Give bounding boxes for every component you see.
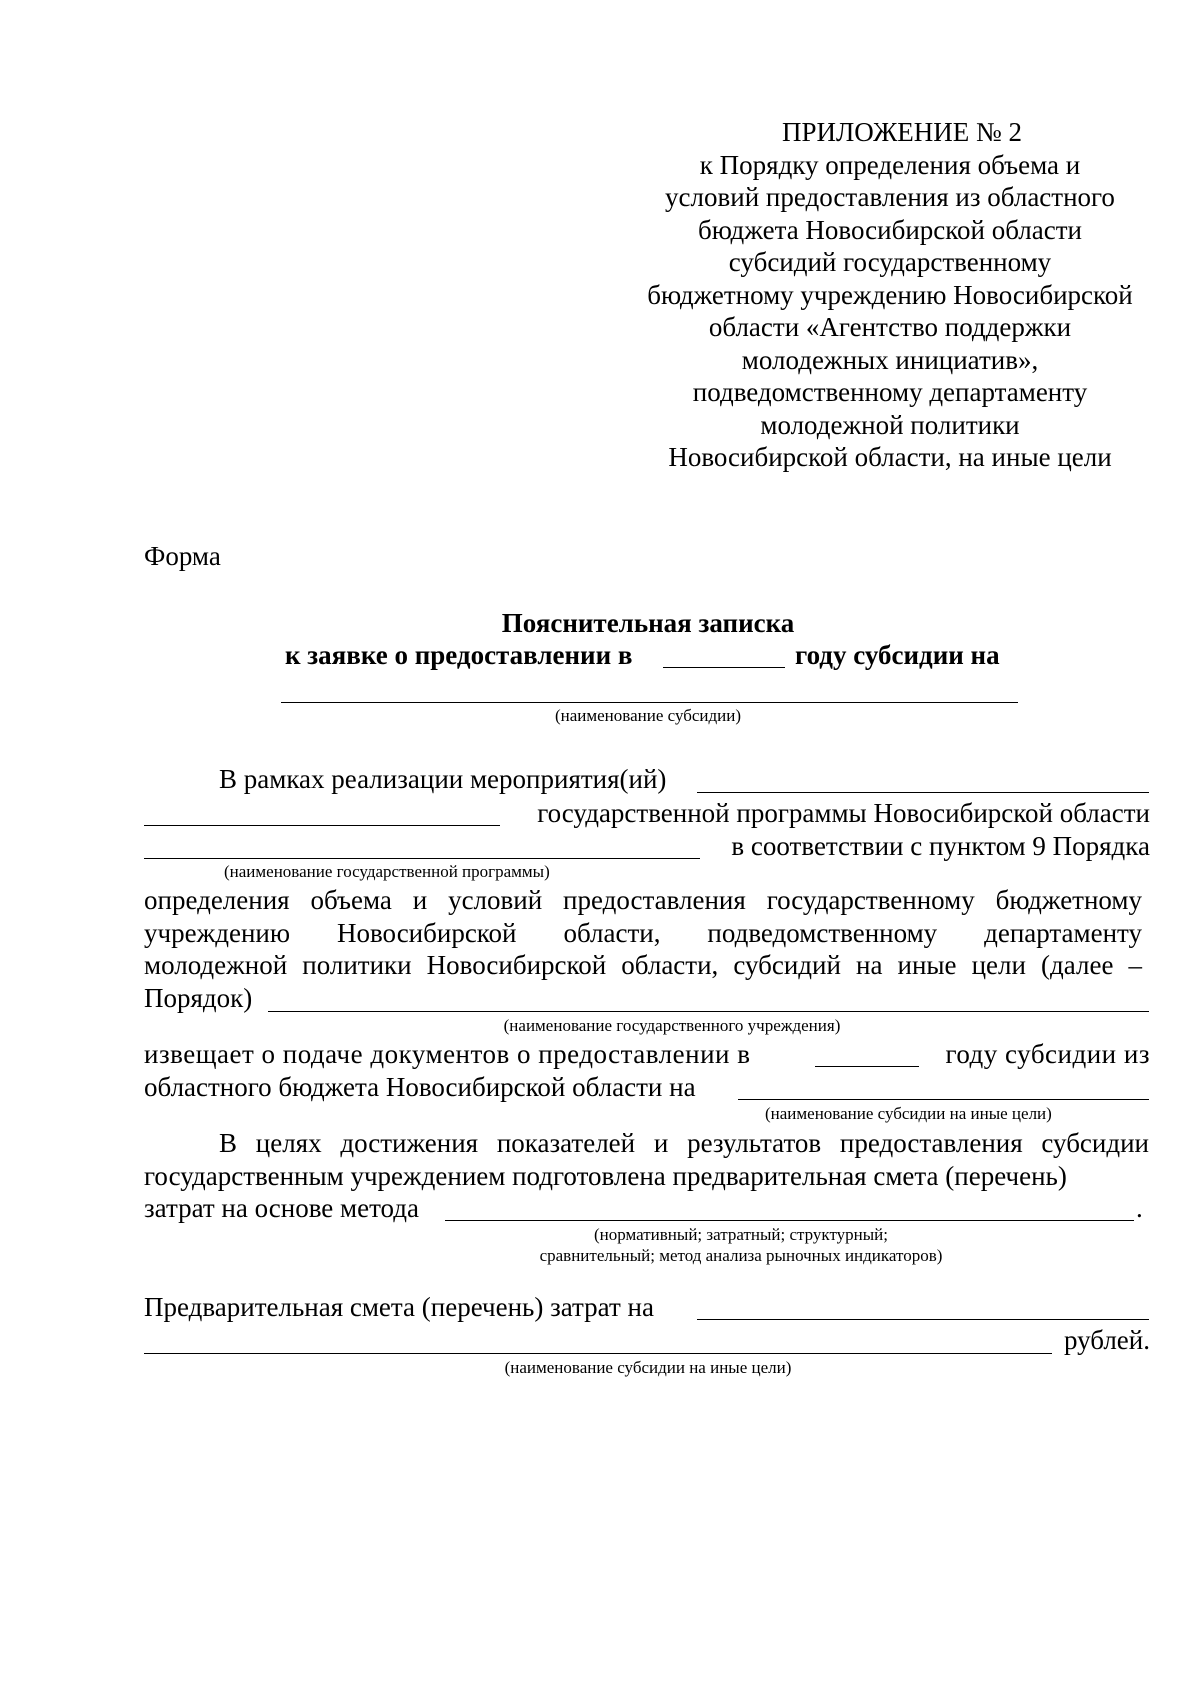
subsidy-name-line (281, 702, 1018, 703)
appendix-line: бюджетному учреждению Новосибирской (647, 280, 1133, 310)
appendix-line: к Порядку определения объема и (699, 150, 1081, 180)
caption-subsidy-other-2: (наименование субсидии на иные цели) (504, 1358, 792, 1377)
p2-line3: затрат на основе метода (144, 1193, 419, 1223)
p3-line1: Предварительная смета (перечень) затрат на (144, 1292, 654, 1322)
p1-line8-end: году субсидии из (945, 1039, 1150, 1069)
appendix-title: ПРИЛОЖЕНИЕ № 2 (781, 117, 1023, 147)
p1-line6: молодежной политики Новосибирской области, субсидий на иные цели (далее – (144, 950, 1142, 980)
p1-start: В рамках реализации мероприятия(ий) (219, 764, 667, 794)
p2-line1: В целях достижения показателей и результатов предоставления субсидии (219, 1128, 1149, 1158)
caption-subsidy-other: (наименование субсидии на иные цели) (765, 1104, 1052, 1123)
p1-line2: государственной программы Новосибирской области (537, 798, 1150, 828)
heading-title: Пояснительная записка (501, 608, 795, 638)
appendix-line: области «Агентство поддержки (708, 312, 1072, 342)
caption-method-1: (нормативный; затратный; структурный; (593, 1225, 889, 1244)
appendix-line: бюджета Новосибирской области (698, 215, 1082, 245)
p3-line2-rubles: рублей. (1063, 1325, 1150, 1355)
appendix-line: условий предоставления из областного (665, 182, 1115, 212)
p2-line2: государственным учреждением подготовлена предварительная смета (перечень) (144, 1161, 1067, 1191)
institution-name-line (268, 1011, 1149, 1012)
heading-line2-start: к заявке о предоставлении в (285, 640, 633, 670)
method-line (445, 1220, 1134, 1221)
caption-institution: (наименование государственного учреждения) (503, 1016, 841, 1035)
subsidy-other-line (738, 1099, 1149, 1100)
appendix-line: Новосибирской области, на иные цели (668, 442, 1112, 472)
p1-line4: определения объема и условий предоставления государственному бюджетному (144, 885, 1142, 915)
year-blank-line-2 (815, 1066, 919, 1067)
estimate-subsidy-line-2 (144, 1353, 1052, 1354)
p1-line9: областного бюджета Новосибирской области на (144, 1072, 696, 1102)
caption-method-2: сравнительный; метод анализа рыночных индикаторов) (539, 1246, 943, 1265)
caption-program: (наименование государственной программы) (224, 862, 550, 881)
p1-line5: учреждению Новосибирской области, подведомственному департаменту (144, 918, 1142, 948)
p1-line3: в соответствии с пунктом 9 Порядка (731, 831, 1150, 861)
event-name-line (697, 792, 1149, 793)
appendix-line: подведомственному департаменту (692, 377, 1088, 407)
p1-line8-start: извещает о подаче документов о предоставлении в (144, 1039, 751, 1069)
program-name-line-1 (144, 825, 500, 826)
appendix-line: молодежных инициатив», (741, 345, 1039, 375)
appendix-line: молодежной политики (760, 410, 1020, 440)
caption-subsidy: (наименование субсидии) (554, 706, 742, 725)
year-blank-line (663, 667, 785, 668)
form-label: Форма (144, 541, 221, 571)
p2-line3-period: . (1136, 1193, 1143, 1223)
heading-line2-end: году субсидии на (795, 640, 1000, 670)
p1-line7: Порядок) (144, 983, 253, 1013)
appendix-line: субсидий государственному (728, 247, 1052, 277)
program-name-line-2 (144, 858, 700, 859)
estimate-subsidy-line-1 (697, 1319, 1149, 1320)
